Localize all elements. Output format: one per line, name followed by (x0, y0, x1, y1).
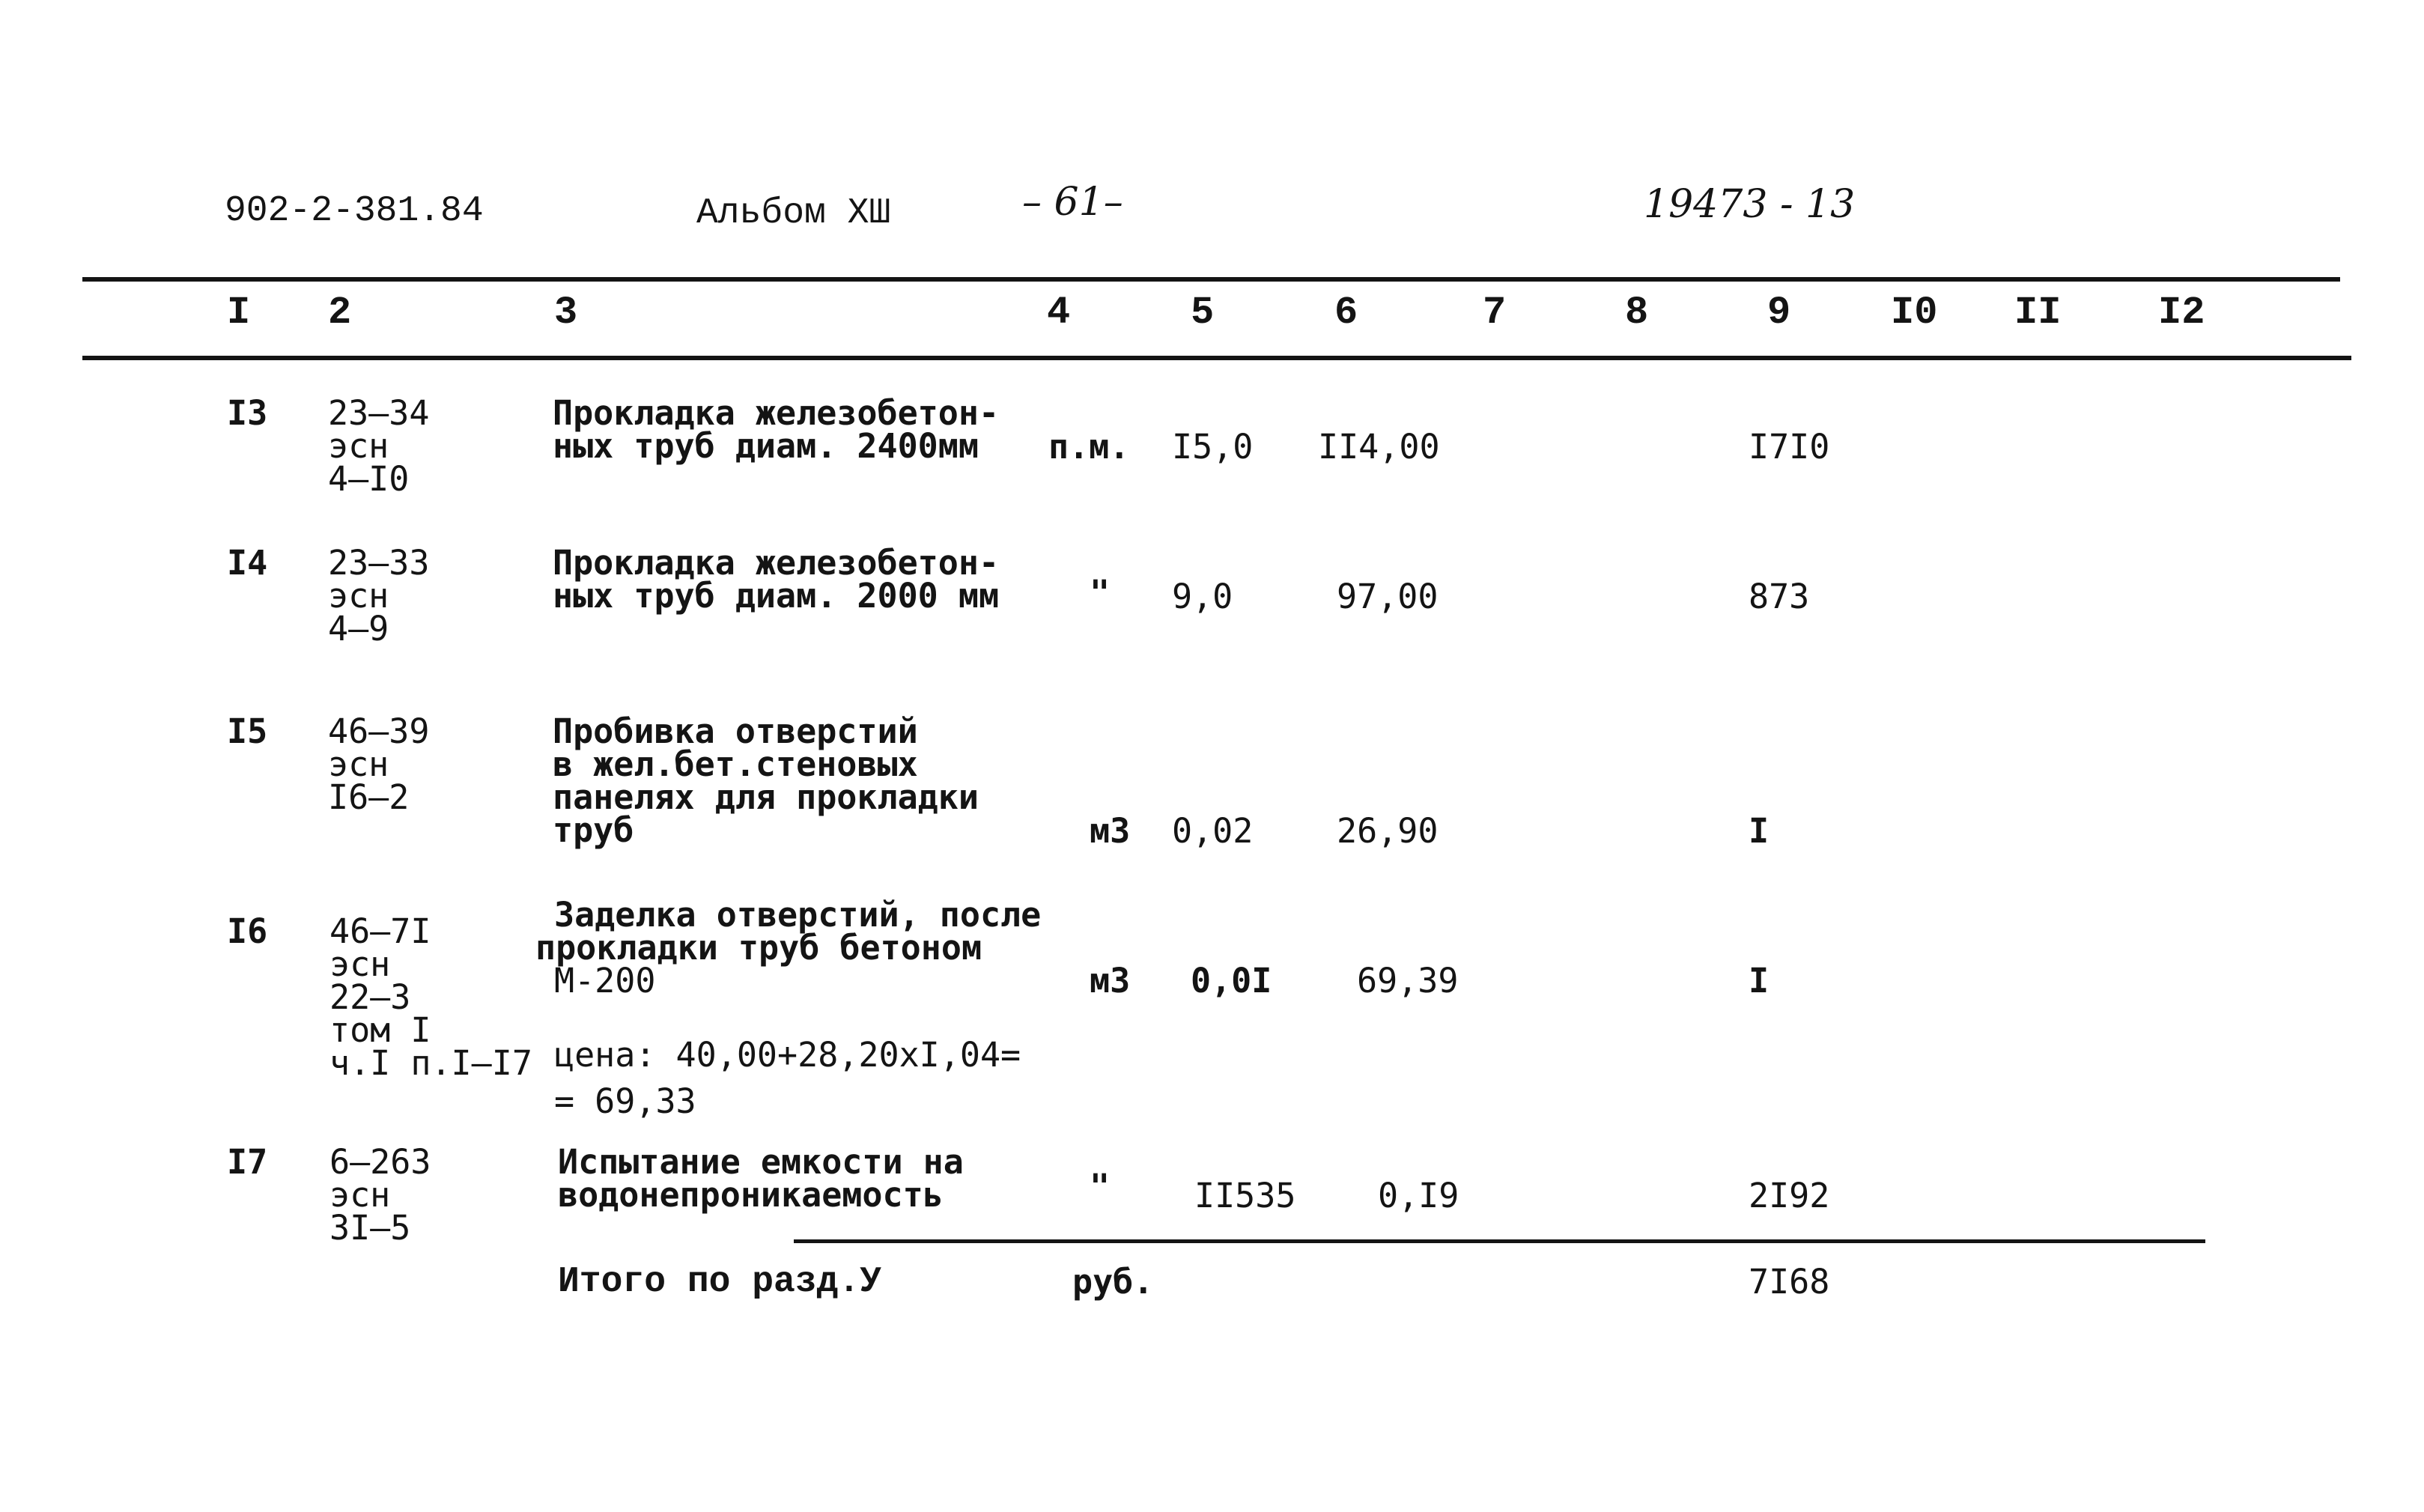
col-num-1: I (227, 291, 251, 335)
row-number: I6 (227, 911, 268, 951)
unit: " (1090, 573, 1111, 613)
work-description-line: панелях для прокладки (553, 777, 979, 817)
total-cost: I (1749, 961, 1770, 1001)
work-description-line: Заделка отверстий, после (554, 895, 1042, 935)
work-description-line: прокладки труб бетоном (535, 928, 982, 968)
work-description (553, 711, 979, 850)
unit: м3 (1090, 961, 1131, 1001)
table-top-rule (82, 277, 2340, 282)
album-title: Альбом XШ (696, 193, 891, 234)
norm-code-line: эсн (329, 1175, 391, 1215)
summary-total: 7I68 (1749, 1262, 1830, 1302)
work-description (553, 543, 1000, 616)
summary-unit: руб. (1072, 1262, 1154, 1302)
norm-code-line: эсн (328, 744, 389, 784)
row-number: I4 (227, 543, 268, 583)
quantity: I5,0 (1172, 427, 1254, 467)
unit-price: 69,39 (1357, 961, 1459, 1001)
unit-price: 0,I9 (1378, 1176, 1459, 1215)
col-num-2: 2 (328, 291, 352, 335)
unit: п.м. (1048, 427, 1130, 467)
norm-code-line: 22–3 (329, 977, 411, 1017)
total-cost: 873 (1749, 577, 1810, 616)
total-cost: I (1749, 811, 1770, 851)
norm-code-line: ч.I п.I–I7 (329, 1043, 532, 1083)
col-num-4: 4 (1047, 291, 1071, 335)
quantity: 0,0I (1191, 961, 1272, 1001)
norm-code-line: 23–33 (328, 543, 430, 583)
quantity: 9,0 (1172, 577, 1233, 616)
norm-code-line: 4–I0 (328, 459, 410, 499)
norm-code-line: эсн (329, 944, 391, 984)
unit: " (1090, 1167, 1111, 1206)
col-num-3: 3 (554, 291, 578, 335)
subtotal-rule (794, 1239, 2205, 1243)
norm-code (329, 911, 532, 1083)
work-description (553, 393, 1000, 466)
work-description-line: Испытание емкости на (558, 1142, 964, 1182)
price-calculation (554, 1032, 1021, 1125)
work-description (558, 1142, 964, 1215)
total-cost: I7I0 (1749, 427, 1830, 467)
norm-code-line: том I (329, 1010, 431, 1050)
col-num-5: 5 (1191, 291, 1215, 335)
work-description-line: Прокладка железобетон- (553, 393, 1000, 433)
unit: м3 (1090, 811, 1131, 851)
norm-code (328, 393, 430, 499)
page-number: – 61– (1022, 180, 1123, 225)
work-description-line: М-200 (554, 961, 656, 1001)
unit-price: 26,90 (1337, 811, 1439, 851)
quantity: 0,02 (1172, 811, 1254, 851)
col-num-9: 9 (1767, 291, 1791, 335)
doc-code: 902-2-381.84 (225, 191, 484, 231)
row-number: I5 (227, 711, 268, 751)
norm-code-line: 46–39 (328, 711, 430, 751)
col-num-11: II (2014, 291, 2062, 335)
work-description-line: Прокладка железобетон- (553, 543, 1000, 583)
table-header-rule (82, 356, 2351, 360)
norm-code (328, 711, 430, 817)
reference-number: 19473 - 13 (1644, 182, 1856, 227)
unit-price: 97,00 (1337, 577, 1439, 616)
norm-code (329, 1142, 431, 1248)
col-num-12: I2 (2158, 291, 2205, 335)
price-calculation-line: цена: 40,00+28,20хI,04= (554, 1035, 1021, 1075)
work-description-line: в жел.бет.стеновых (553, 744, 918, 784)
col-num-10: I0 (1891, 291, 1938, 335)
work-description-line: водонепроникаемость (558, 1175, 944, 1215)
summary-label: Итого по разд.У (558, 1262, 882, 1302)
work-description-line: труб (553, 810, 634, 850)
norm-code-line: 3I–5 (329, 1208, 411, 1248)
work-description-line: ных труб диам. 2400мм (553, 426, 979, 466)
norm-code-line: 6–263 (329, 1142, 431, 1182)
norm-code-line: 4–9 (328, 609, 389, 649)
work-description (535, 895, 1042, 1001)
work-description-line: Пробивка отверстий (553, 711, 918, 751)
price-calculation-line: = 69,33 (554, 1081, 696, 1121)
norm-code (328, 543, 430, 649)
quantity: II535 (1194, 1176, 1296, 1215)
norm-code-line: 23–34 (328, 393, 430, 433)
row-number: I3 (227, 393, 268, 433)
norm-code-line: эсн (328, 426, 389, 466)
col-num-6: 6 (1334, 291, 1358, 335)
norm-code-line: I6–2 (328, 777, 410, 817)
col-num-8: 8 (1625, 291, 1649, 335)
col-num-7: 7 (1483, 291, 1507, 335)
work-description-line: ных труб диам. 2000 мм (553, 576, 1000, 616)
row-number: I7 (227, 1142, 268, 1182)
norm-code-line: 46–7I (329, 911, 431, 951)
total-cost: 2I92 (1749, 1176, 1830, 1215)
unit-price: II4,00 (1318, 427, 1440, 467)
norm-code-line: эсн (328, 576, 389, 616)
